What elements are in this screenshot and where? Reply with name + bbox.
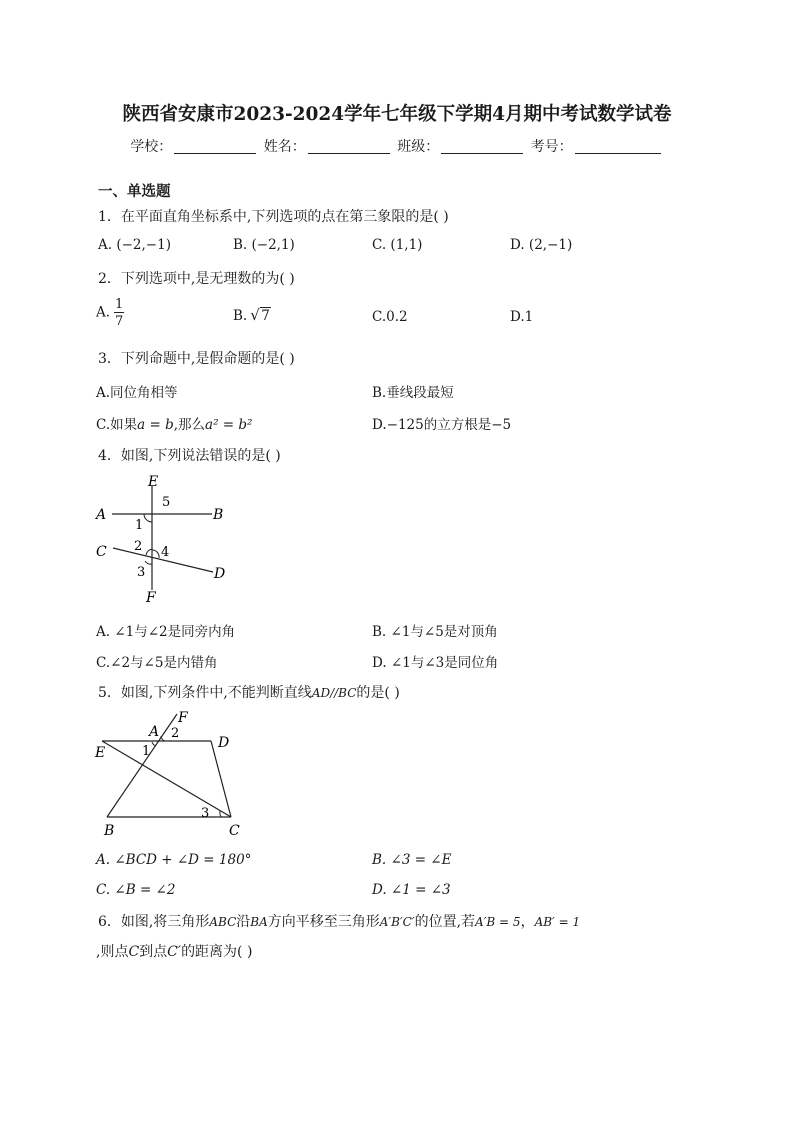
- question-1-stem: 1．在平面直角坐标系中,下列选项的点在第三象限的是( ): [98, 209, 449, 225]
- label-a: A: [96, 507, 107, 523]
- q6-math-ba: BA: [250, 915, 268, 929]
- name-label: 姓名：: [263, 139, 306, 155]
- q5-option-c: C. ∠B = ∠2: [96, 882, 176, 898]
- q5-stem-suffix: 的是( ): [356, 685, 400, 701]
- q2-option-d: D.1: [510, 309, 534, 325]
- q6-text: 的距离为( ): [181, 944, 253, 960]
- angle-1-arc: [144, 514, 152, 522]
- q6-math-a-prime-b: A′B = 5: [475, 915, 521, 929]
- label-4: 4: [161, 545, 170, 560]
- school-label: 学校：: [130, 139, 173, 155]
- label-3: 3: [137, 565, 146, 580]
- q4-option-c: C.∠2与∠5是内错角: [96, 655, 218, 671]
- q4-option-d: D. ∠1与∠3是同位角: [372, 655, 499, 671]
- number-blank[interactable]: [575, 139, 661, 154]
- label-2: 2: [134, 539, 143, 554]
- line-bf: [107, 714, 180, 817]
- question-6-stem-line1: [98, 911, 580, 931]
- q3-option-c-math2: a² = b²: [205, 417, 253, 433]
- label-e: E: [148, 474, 159, 490]
- fraction-denominator: 7: [115, 314, 124, 329]
- q1-option-c: C. (1,1): [372, 237, 423, 253]
- label-d: D: [214, 566, 226, 582]
- class-blank[interactable]: [441, 139, 523, 154]
- q1-option-a: A. (−2,−1): [98, 237, 171, 253]
- number-label: 考号：: [530, 139, 573, 155]
- angle-2-arc: [146, 549, 152, 555]
- name-blank[interactable]: [308, 139, 390, 154]
- q2-option-c: C.0.2: [372, 309, 408, 325]
- fraction-numerator: 1: [115, 297, 124, 312]
- q3-option-c-mid: ,那么: [173, 417, 206, 433]
- line-dc: [211, 741, 231, 817]
- q5-figure: [90, 706, 250, 842]
- square-root: [250, 308, 271, 324]
- radical-sign-icon: √: [250, 306, 260, 324]
- label-b: B: [213, 507, 224, 523]
- q5-option-b: B. ∠3 = ∠E: [372, 852, 452, 868]
- q6-text: 6．如图,将三角形: [98, 914, 210, 930]
- label-a: A: [149, 724, 160, 740]
- line-ec: [102, 741, 231, 817]
- q2-option-b: [233, 308, 271, 324]
- label-c: C: [229, 823, 240, 839]
- label-b: B: [104, 823, 115, 839]
- q5-stem-prefix: 5．如图,下列条件中,不能判断直线: [98, 685, 312, 701]
- q3-option-d: D.−125的立方根是−5: [372, 417, 512, 433]
- label-1: 1: [142, 744, 151, 759]
- label-3: 3: [201, 806, 210, 821]
- q6-text: 到点: [139, 944, 168, 960]
- angle-2-arc: [161, 736, 165, 741]
- q1-option-b: B. (−2,1): [233, 237, 295, 253]
- q1-option-d: D. (2,−1): [510, 237, 573, 253]
- section-title: 一、单选题: [98, 183, 171, 200]
- q2-option-a: [96, 298, 124, 328]
- q6-text: 沿: [236, 914, 251, 930]
- q3-option-b: B.垂线段最短: [372, 385, 454, 401]
- q4-option-b: B. ∠1与∠5是对顶角: [372, 624, 498, 640]
- label-1: 1: [135, 518, 144, 533]
- q6-text: ，: [520, 914, 535, 930]
- q5-stem-math: AD//BC: [311, 686, 357, 700]
- question-6-stem-line2: [96, 941, 252, 961]
- label-5: 5: [162, 495, 171, 510]
- label-c: C: [96, 544, 107, 560]
- question-3-stem: 3．下列命题中,是假命题的是( ): [98, 351, 295, 367]
- q6-math-c-prime: C′: [167, 944, 182, 960]
- q3-option-a: A.同位角相等: [96, 385, 178, 401]
- student-info-line: [0, 136, 794, 156]
- fraction: [114, 298, 124, 328]
- label-e: E: [95, 745, 106, 761]
- radicand: 7: [261, 308, 270, 324]
- angle-4-arc: [152, 550, 159, 558]
- question-4-stem: 4．如图,下列说法错误的是( ): [98, 448, 281, 464]
- q3-option-c: [96, 413, 252, 433]
- q6-math-c: C: [128, 944, 140, 960]
- q6-text: ,则点: [96, 944, 129, 960]
- label-d: D: [218, 735, 230, 751]
- q6-math-triangle-prime: A′B′C′: [379, 915, 415, 929]
- question-2-stem: 2．下列选项中,是无理数的为( ): [98, 271, 295, 287]
- label-2: 2: [171, 726, 180, 741]
- q2-option-b-label: B.: [233, 308, 248, 324]
- label-f: F: [146, 590, 156, 606]
- q4-option-a: A. ∠1与∠2是同旁内角: [96, 624, 236, 640]
- q6-text: 的位置,若: [414, 914, 476, 930]
- q3-option-c-prefix: C.如果: [96, 417, 138, 433]
- question-5-stem: [98, 682, 400, 702]
- page-title: 陕西省安康市2023-2024学年七年级下学期4月期中考试数学试卷: [122, 104, 672, 125]
- q2-option-a-label: A.: [96, 304, 111, 321]
- q6-math-abc: ABC: [209, 915, 237, 929]
- school-blank[interactable]: [174, 139, 256, 154]
- class-label: 班级：: [397, 139, 440, 155]
- q5-option-d: D. ∠1 = ∠3: [372, 882, 451, 898]
- q4-figure: [90, 470, 250, 610]
- q3-option-c-math: a = b: [137, 417, 174, 433]
- angle-1-arc: [152, 742, 156, 746]
- angle-3-arc: [145, 561, 152, 564]
- q5-option-a: A. ∠BCD + ∠D = 180°: [96, 852, 252, 868]
- q6-math-ab-prime: AB′ = 1: [534, 915, 581, 929]
- angle-3-arc: [220, 811, 221, 817]
- label-f: F: [178, 710, 188, 726]
- q6-text: 方向平移至三角形: [267, 914, 380, 930]
